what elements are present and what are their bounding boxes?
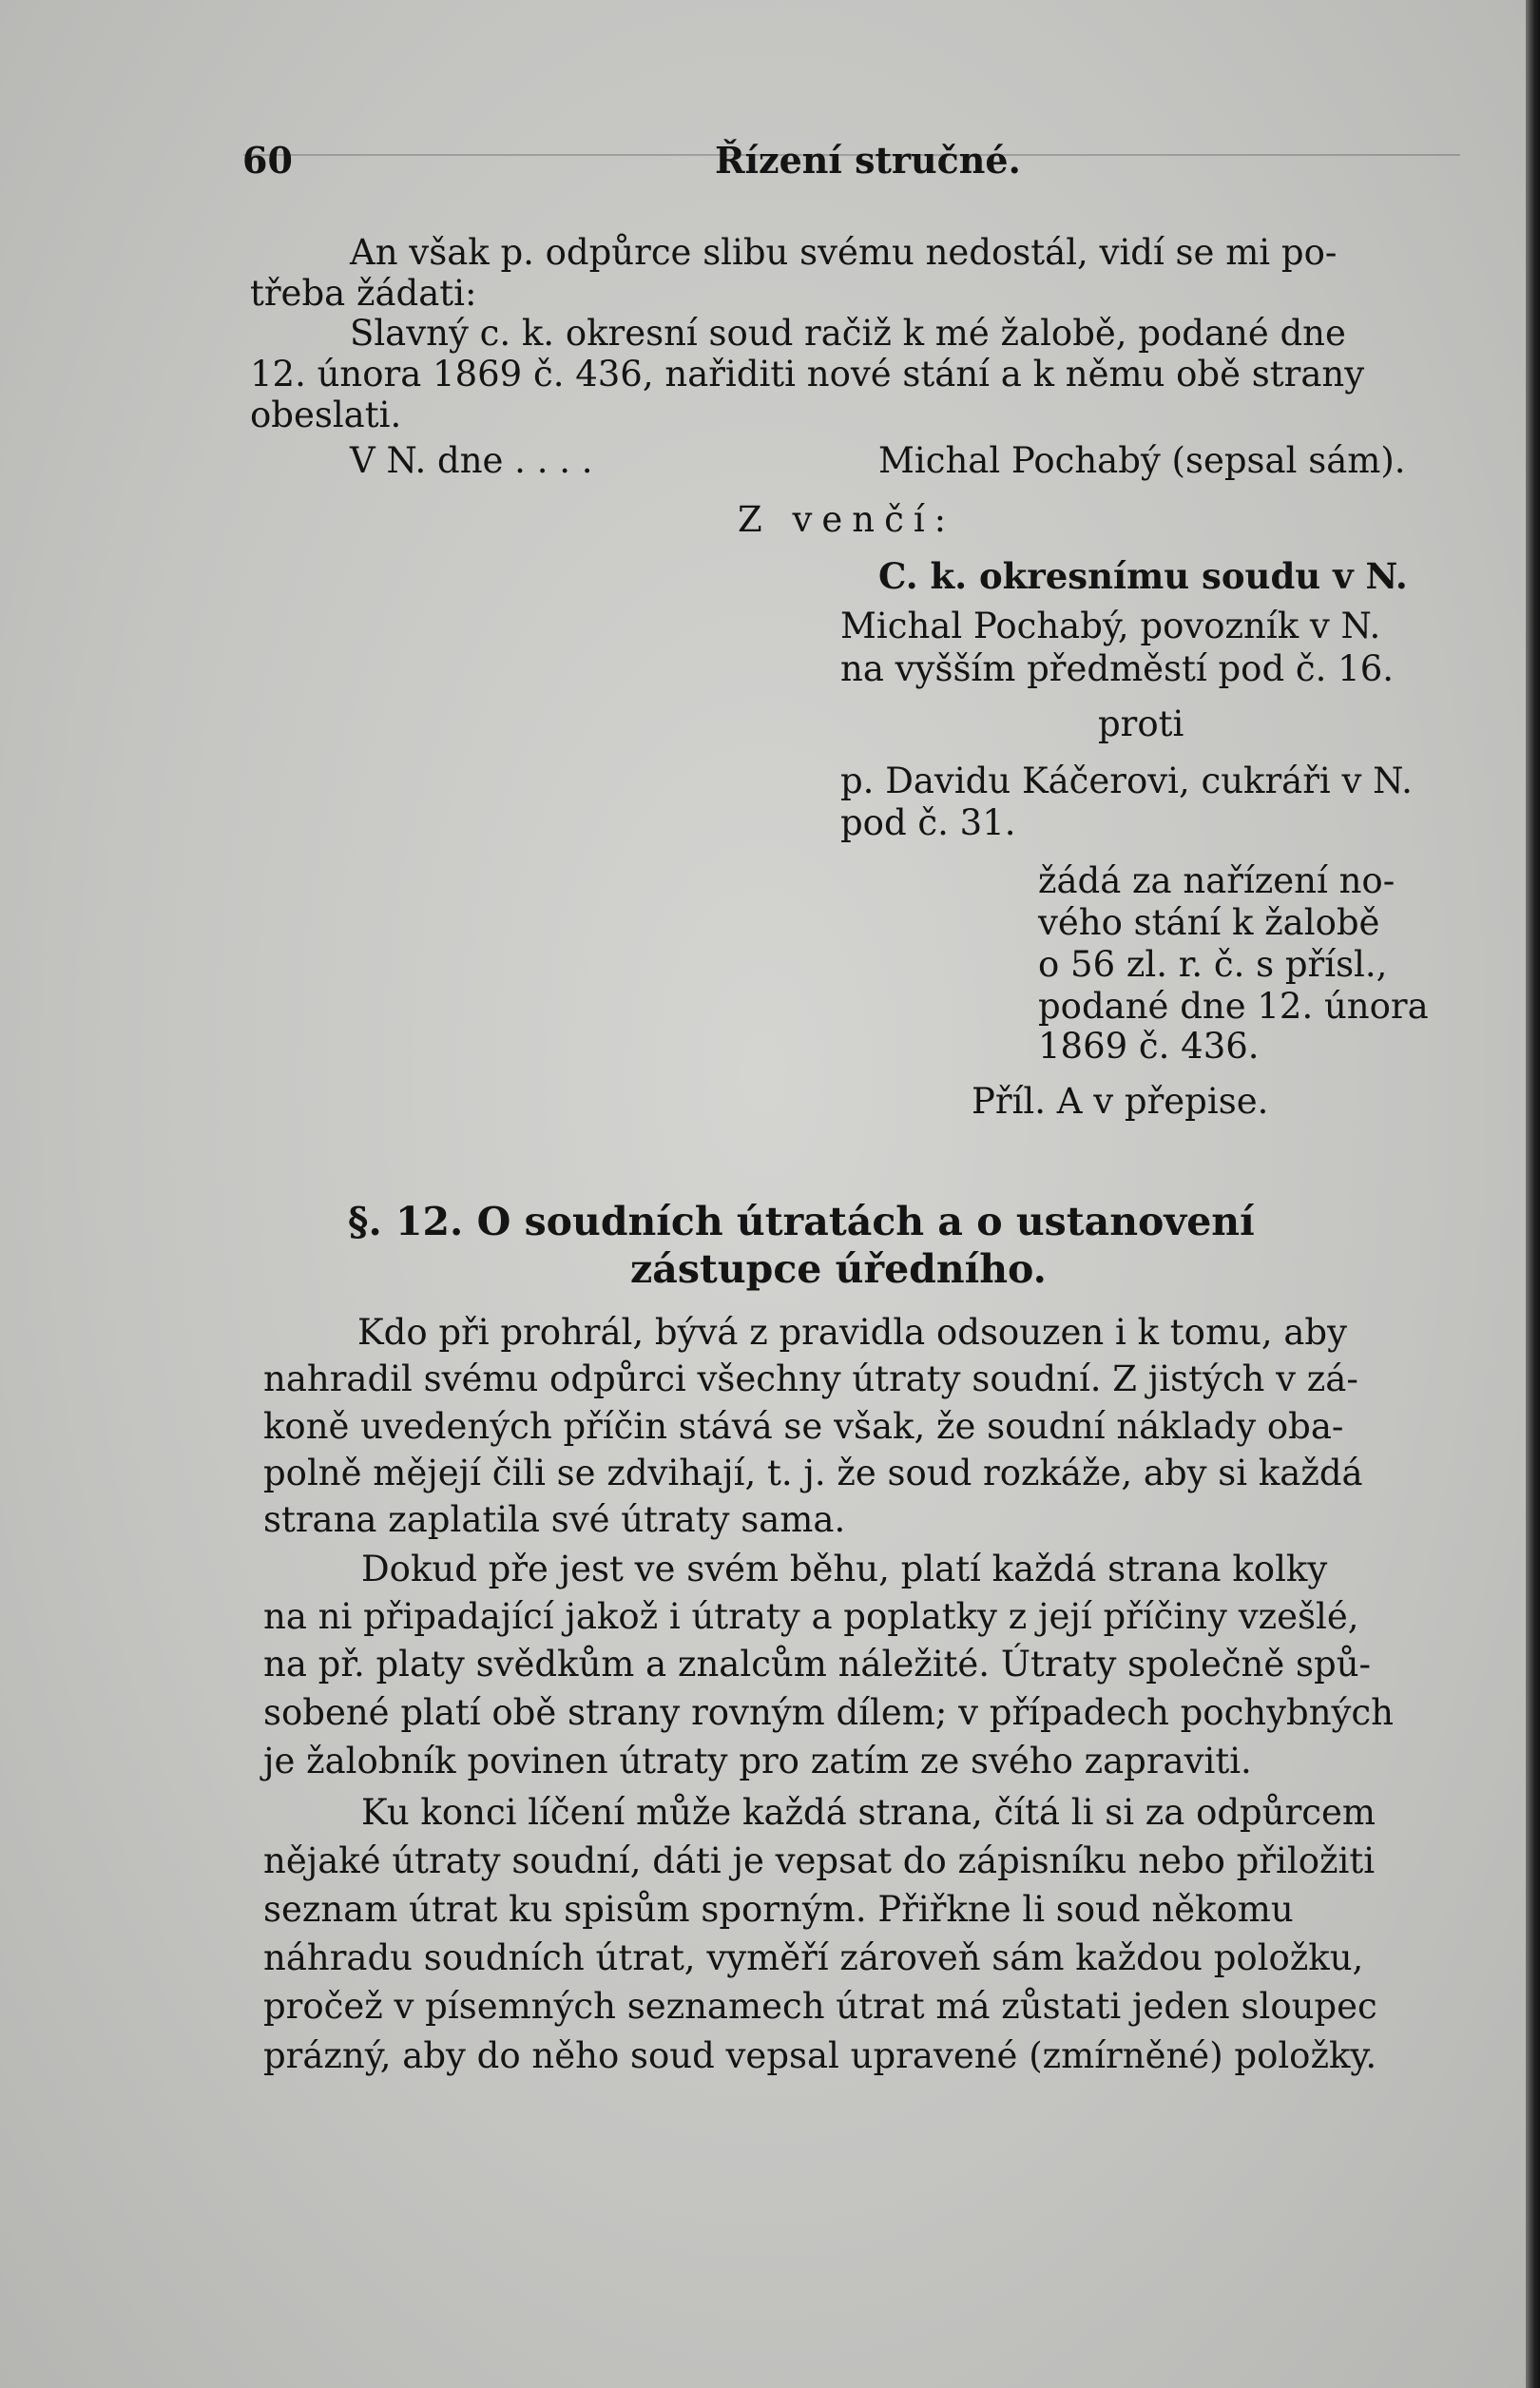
request-line-1: žádá za nařízení no- <box>1038 860 1396 901</box>
p3-line-5: pročež v písemných seznamech útrat má zůstati jeden sloupec <box>263 1986 1377 2027</box>
page-edge <box>1526 0 1540 2388</box>
intro-line-2: třeba žádati: <box>250 273 477 314</box>
p1-line-4: polně mějejí čili se zdvihají, t. j. že soud rozkáže, aby si každá <box>263 1453 1363 1493</box>
request-line-2: vého stání k žalobě <box>1038 902 1380 943</box>
outside-label: Z venčí: <box>738 499 956 540</box>
section-heading-line-2: zástupce úředního. <box>630 1246 1047 1292</box>
attachment-note: Příl. A v přepise. <box>972 1081 1269 1122</box>
p2-line-5: je žalobník povinen útraty pro zatím ze svého zapraviti. <box>263 1741 1252 1781</box>
p3-line-3: seznam útrat ku spisům sporným. Přiřkne li soud někomu <box>263 1889 1294 1930</box>
p2-line-2: na ni připadající jakož i útraty a poplatky z její příčiny vzešlé, <box>263 1596 1359 1637</box>
running-title: Řízení stručné. <box>715 139 1021 182</box>
plaintiff-line-2: na vyšším předměstí pod č. 16. <box>840 648 1394 689</box>
versus: proti <box>1098 703 1184 744</box>
request-line-5: 1869 č. 436. <box>1038 1026 1260 1067</box>
p1-line-1: Kdo při prohrál, bývá z pravidla odsouzen i k tomu, aby <box>357 1312 1348 1353</box>
p3-line-6: prázný, aby do něho soud vepsal upravené (zmírněné) položky. <box>263 2035 1377 2076</box>
place-date: V N. dne . . . . <box>350 440 593 481</box>
p2-line-4: sobené platí obě strany rovným dílem; v případech pochybných <box>263 1692 1394 1733</box>
p3-line-2: nějaké útraty soudní, dáti je vepsat do zápisníku nebo přiložiti <box>263 1840 1376 1881</box>
p3-line-1: Ku konci líčení může každá strana, čítá li si za odpůrcem <box>361 1792 1376 1833</box>
petition-body-line-1: Slavný c. k. okresní soud račiž k mé žalobě, podané dne <box>350 313 1346 354</box>
intro-line-1: An však p. odpůrce slibu svému nedostál, vidí se mi po- <box>350 232 1338 273</box>
p1-line-2: nahradil svému odpůrci všechny útraty soudní. Z jistých v zá- <box>263 1358 1358 1399</box>
p3-line-4: náhradu soudních útrat, vyměří zároveň sám každou položku, <box>263 1937 1364 1978</box>
p2-line-3: na př. platy svědkům a znalcům náležité. Útraty společně spů- <box>263 1644 1372 1685</box>
defendant-line-2: pod č. 31. <box>840 802 1016 843</box>
addressee-court: C. k. okresnímu soudu v N. <box>878 555 1408 597</box>
section-heading-line-1: §. 12. O soudních útratách a o ustanovení <box>348 1199 1255 1244</box>
request-line-4: podané dne 12. února <box>1038 986 1429 1027</box>
petition-body-line-3: obeslati. <box>250 395 402 435</box>
p1-line-5: strana zaplatila své útraty sama. <box>263 1499 846 1540</box>
plaintiff-line-1: Michal Pochabý, povozník v N. <box>840 606 1381 646</box>
defendant-line-1: p. Davidu Káčerovi, cukráři v N. <box>840 761 1413 801</box>
signature: Michal Pochabý (sepsal sám). <box>878 440 1406 481</box>
p1-line-3: koně uvedených příčin stává se však, že soudní náklady oba- <box>263 1406 1344 1447</box>
petition-body-line-2: 12. února 1869 č. 436, nařiditi nové stání a k němu obě strany <box>250 354 1365 395</box>
request-line-3: o 56 zl. r. č. s přísl., <box>1038 944 1388 985</box>
page-number: 60 <box>242 139 293 182</box>
p2-line-1: Dokud pře jest ve svém běhu, platí každá strana kolky <box>361 1549 1328 1589</box>
